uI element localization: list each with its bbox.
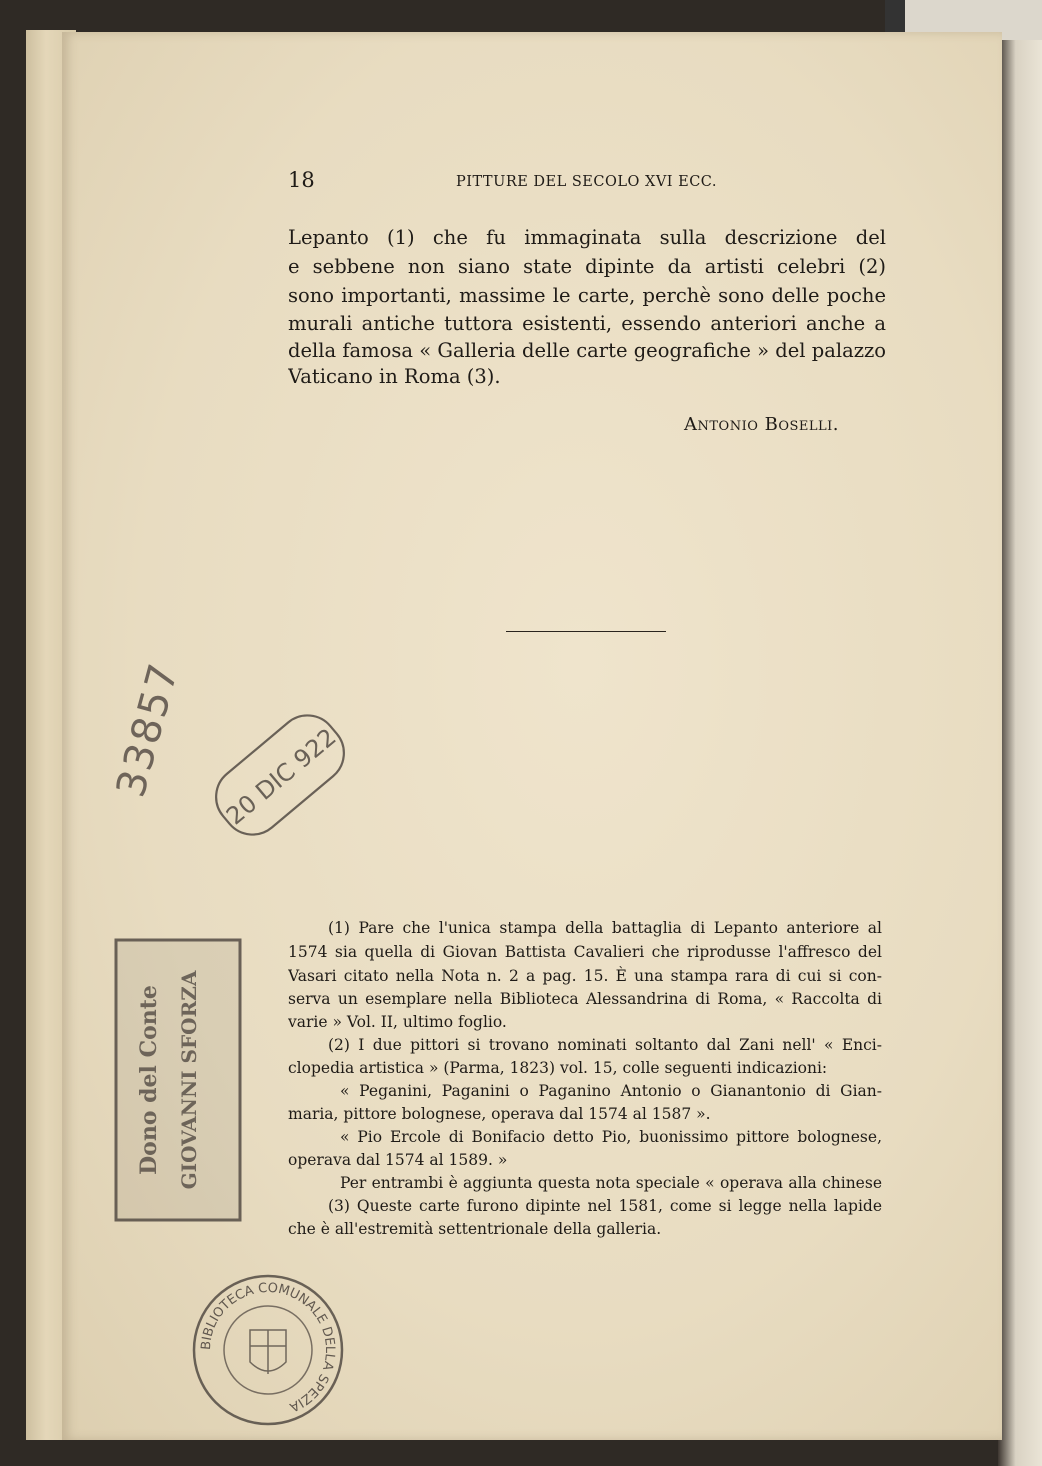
footnote-line: Vasari citato nella Nota n. 2 a pag. 15. È una stampa rara di cui si con- <box>288 967 882 985</box>
body-line: della famosa « Galleria delle carte geografiche » del palazzo <box>288 339 886 362</box>
footnote-line: clopedia artistica » (Parma, 1823) vol. 15, colle seguenti indicazioni: <box>288 1059 828 1077</box>
author-signature: Antonio Boselli. <box>684 414 839 435</box>
body-line: murali antiche tuttora esistenti, essendo anteriori anche a <box>288 312 886 335</box>
footnote-line: varie » Vol. II, ultimo foglio. <box>288 1013 507 1031</box>
date-stamp <box>200 700 360 850</box>
footnote-line: che è all'estremità settentrionale della galleria. <box>288 1220 662 1238</box>
footnote-line: « Peganini, Paganini o Paganino Antonio o Gianantonio di Gian- <box>340 1082 882 1100</box>
footnote-line: (1) Pare che l'unica stampa della battaglia di Lepanto anteriore al <box>328 919 882 937</box>
footnote-line: operava dal 1574 al 1589. » <box>288 1151 508 1169</box>
footnote-line: 1574 sia quella di Giovan Battista Cavalieri che riprodusse l'affresco del <box>288 943 882 961</box>
footnote-line: maria, pittore bolognese, operava dal 1574 al 1587 ». <box>288 1105 711 1123</box>
footnote-line: serva un esemplare nella Biblioteca Alessandrina di Roma, « Raccolta di <box>288 990 882 1008</box>
donation-stamp-line2: GIOVANNI SFORZA <box>177 970 201 1190</box>
accession-number-stamp: 33857 <box>108 657 188 802</box>
date-stamp-text: 20 DIC 922 <box>220 722 342 831</box>
donation-stamp-line1: Dono del Conte <box>136 985 162 1175</box>
right-page-strip <box>998 40 1042 1466</box>
coat-of-arms-icon <box>250 1330 286 1374</box>
page-number: 18 <box>288 168 315 192</box>
footnote-line: Per entrambi è aggiunta questa nota speciale « operava alla chinese <box>340 1174 882 1192</box>
library-round-stamp <box>188 1270 348 1430</box>
footnote-line: « Pio Ercole di Bonifacio detto Pio, buonissimo pittore bolognese, <box>340 1128 882 1146</box>
donation-stamp <box>108 930 248 1230</box>
section-divider <box>506 631 666 632</box>
round-stamp-text-path: BIBLIOTECA COMUNALE DELLA SPEZIA <box>198 1280 338 1415</box>
body-line: sono importanti, massime le carte, perchè sono delle poche <box>288 284 886 307</box>
footnote-line: (3) Queste carte furono dipinte nel 1581, come si legge nella lapide <box>328 1197 882 1215</box>
body-line: e sebbene non siano state dipinte da artisti celebri (2) <box>288 255 886 278</box>
body-line: Vaticano in Roma (3). <box>288 365 501 388</box>
running-head: PITTURE DEL SECOLO XVI ECC. <box>456 174 717 190</box>
body-line: Lepanto (1) che fu immaginata sulla descrizione del <box>288 226 886 249</box>
footnote-line: (2) I due pittori si trovano nominati soltanto dal Zani nell' « Enci- <box>328 1036 882 1054</box>
